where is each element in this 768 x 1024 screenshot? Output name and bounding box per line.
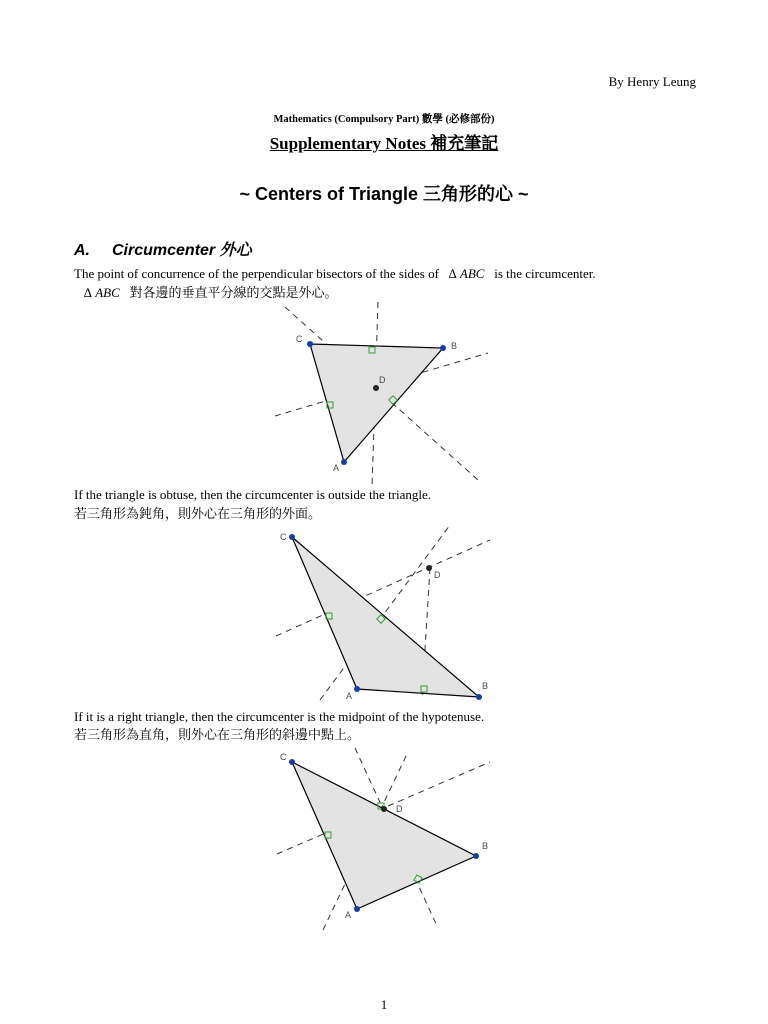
section-number: A. <box>74 242 90 259</box>
paragraph-3-chinese: 若三角形為直角，則外心在三角形的斜邊中點上。 <box>74 727 361 742</box>
paragraph-3-english: If it is a right triangle, then the circumcenter is the midpoint of the hypotenuse. <box>74 709 485 724</box>
vertex-point <box>289 534 295 540</box>
circumcenter-point <box>426 565 432 571</box>
vertex-label-a: A <box>333 463 340 473</box>
vertex-point <box>354 686 360 692</box>
triangle-acute <box>310 344 443 462</box>
circumcenter-point <box>373 385 379 391</box>
circumcenter-point <box>381 806 387 812</box>
triangle-obtuse <box>292 537 479 697</box>
vertex-point <box>473 853 479 859</box>
triangle-symbol: ∆ <box>448 266 457 281</box>
section-title: Circumcenter 外心 <box>112 242 252 259</box>
vertex-label-b: B <box>451 341 458 351</box>
vertex-label-a: A <box>345 910 352 920</box>
p1-chinese-text: 對各邊的垂直平分線的交點是外心。 <box>129 285 338 300</box>
vertex-label-c: C <box>280 752 287 762</box>
vertex-point <box>476 694 482 700</box>
paragraph-2-english: If the triangle is obtuse, then the circumcenter is outside the triangle. <box>74 487 432 502</box>
vertex-label-a: A <box>346 691 353 701</box>
supplementary-notes-heading: Supplementary Notes 補充筆記 <box>269 134 499 153</box>
vertex-point <box>440 345 446 351</box>
page-number: 1 <box>380 997 388 1012</box>
circumcenter-label-d: D <box>396 804 403 814</box>
vertex-label-c: C <box>296 334 303 344</box>
circumcenter-label-d: D <box>434 570 441 580</box>
vertex-point <box>341 459 347 465</box>
paragraph-2-chinese: 若三角形為鈍角，則外心在三角形的外面。 <box>74 506 322 521</box>
triangle-name: ABC <box>95 285 120 300</box>
author-line: By Henry Leung <box>608 74 696 89</box>
vertex-point <box>307 341 313 347</box>
vertex-label-b: B <box>482 841 489 851</box>
vertex-point <box>354 906 360 912</box>
vertex-label-b: B <box>482 681 489 691</box>
p1-text-before: The point of concurrence of the perpendicular bisectors of the sides of <box>74 266 439 281</box>
circumcenter-label-d: D <box>379 375 386 385</box>
vertex-point <box>289 759 295 765</box>
vertex-label-c: C <box>280 532 287 542</box>
subject-line: Mathematics (Compulsory Part) 數學 (必修部份) <box>273 114 495 125</box>
triangle-symbol: ∆ <box>84 285 92 300</box>
p1-text-after: is the circumcenter. <box>494 266 596 281</box>
triangle-name: ABC <box>459 266 485 281</box>
page-title: ~ Centers of Triangle 三角形的心 ~ <box>239 184 529 204</box>
